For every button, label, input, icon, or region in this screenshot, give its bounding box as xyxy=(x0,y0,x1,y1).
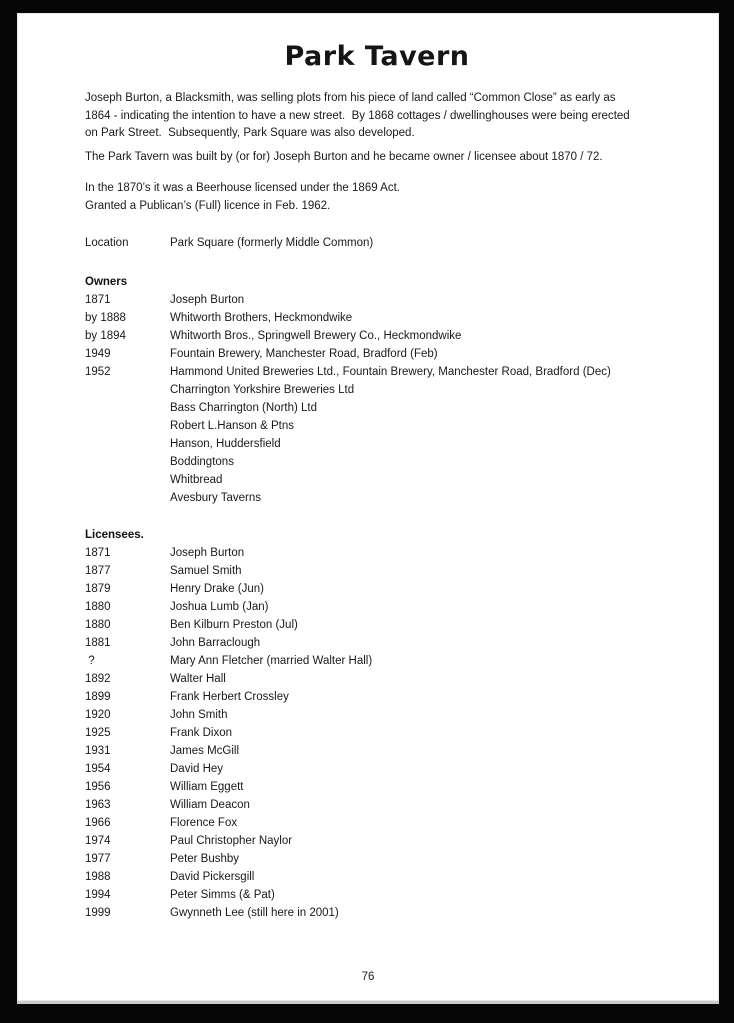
name-cell: John Barraclough xyxy=(170,636,261,649)
owners-table xyxy=(85,291,669,507)
document-page xyxy=(17,13,719,1004)
year-cell: 1952 xyxy=(85,365,111,378)
name-cell: Peter Simms (& Pat) xyxy=(170,888,275,901)
licence-paragraph xyxy=(85,180,669,215)
table-row xyxy=(85,544,669,562)
table-row xyxy=(85,598,669,616)
year-cell: 1880 xyxy=(85,600,111,613)
location-value: Park Square (formerly Middle Common) xyxy=(170,237,374,250)
year-cell: 1977 xyxy=(85,852,111,865)
table-row xyxy=(85,760,669,778)
year-cell: 1974 xyxy=(85,834,111,847)
table-row xyxy=(85,778,669,796)
table-row xyxy=(85,363,669,381)
year-cell xyxy=(85,453,170,471)
name-cell: Samuel Smith xyxy=(170,564,242,577)
year-cell: 1949 xyxy=(85,347,111,360)
licensees-heading: Licensees. xyxy=(85,528,144,541)
table-row xyxy=(85,652,669,670)
table-row xyxy=(85,471,669,489)
name-cell: Walter Hall xyxy=(170,672,226,685)
year-cell: by 1888 xyxy=(85,311,126,324)
table-row xyxy=(85,453,669,471)
year-cell: 1931 xyxy=(85,744,111,757)
year-cell: 1877 xyxy=(85,564,111,577)
intro-line: Joseph Burton, a Blacksmith, was selling plots from his piece of land called “Common Close” as early as xyxy=(85,92,616,105)
year-cell: 1871 xyxy=(85,293,111,306)
name-cell: William Eggett xyxy=(170,780,244,793)
name-cell: Fountain Brewery, Manchester Road, Bradford (Feb) xyxy=(170,347,438,360)
table-row xyxy=(85,616,669,634)
year-cell xyxy=(85,489,170,507)
table-row xyxy=(85,886,669,904)
name-cell: Henry Drake (Jun) xyxy=(170,582,264,595)
year-cell: by 1894 xyxy=(85,329,126,342)
name-cell: Whitworth Brothers, Heckmondwike xyxy=(170,311,353,324)
year-cell: 1880 xyxy=(85,618,111,631)
licensees-table xyxy=(85,544,669,922)
name-cell: Whitworth Bros., Springwell Brewery Co., Heckmondwike xyxy=(170,329,462,342)
year-cell xyxy=(85,381,170,399)
year-cell xyxy=(85,417,170,435)
year-cell: 1966 xyxy=(85,816,111,829)
intro-paragraph xyxy=(85,90,669,166)
beerhouse-line: In the 1870’s it was a Beerhouse licensed under the 1869 Act. xyxy=(85,182,400,195)
table-row xyxy=(85,562,669,580)
name-cell: Robert L.Hanson & Ptns xyxy=(170,419,295,432)
table-row xyxy=(85,796,669,814)
year-cell xyxy=(85,435,170,453)
page-title: Park Tavern xyxy=(284,41,470,72)
year-cell: 1881 xyxy=(85,636,111,649)
year-cell: 1871 xyxy=(85,546,111,559)
name-cell: Whitbread xyxy=(170,473,223,486)
name-cell: Frank Dixon xyxy=(170,726,232,739)
name-cell: Gwynneth Lee (still here in 2001) xyxy=(170,906,339,919)
year-cell: 1999 xyxy=(85,906,111,919)
year-cell: 1963 xyxy=(85,798,111,811)
year-cell: 1899 xyxy=(85,690,111,703)
year-cell: 1994 xyxy=(85,888,111,901)
table-row xyxy=(85,580,669,598)
year-cell: 1892 xyxy=(85,672,111,685)
table-row xyxy=(85,832,669,850)
table-row xyxy=(85,291,669,309)
name-cell: William Deacon xyxy=(170,798,250,811)
table-row xyxy=(85,417,669,435)
name-cell: Hanson, Huddersfield xyxy=(170,437,281,450)
table-row xyxy=(85,688,669,706)
name-cell: Paul Christopher Naylor xyxy=(170,834,293,847)
name-cell: Florence Fox xyxy=(170,816,238,829)
name-cell: Ben Kilburn Preston (Jul) xyxy=(170,618,298,631)
year-cell: ? xyxy=(85,654,95,667)
name-cell: Boddingtons xyxy=(170,455,234,468)
name-cell: David Hey xyxy=(170,762,224,775)
name-cell: Charrington Yorkshire Breweries Ltd xyxy=(170,383,355,396)
owners-heading: Owners xyxy=(85,275,128,288)
table-row xyxy=(85,309,669,327)
name-cell: Joshua Lumb (Jan) xyxy=(170,600,269,613)
table-row xyxy=(85,399,669,417)
table-row xyxy=(85,489,669,507)
year-cell: 1925 xyxy=(85,726,111,739)
table-row xyxy=(85,345,669,363)
name-cell: Frank Herbert Crossley xyxy=(170,690,289,703)
name-cell: Hammond United Breweries Ltd., Fountain Brewery, Manchester Road, Bradford (Dec) xyxy=(170,365,611,378)
name-cell: John Smith xyxy=(170,708,228,721)
table-row xyxy=(85,670,669,688)
name-cell: David Pickersgill xyxy=(170,870,255,883)
table-row xyxy=(85,634,669,652)
table-row xyxy=(85,381,669,399)
name-cell: Bass Charrington (North) Ltd xyxy=(170,401,318,414)
year-cell: 1920 xyxy=(85,708,111,721)
built-by-paragraph: The Park Tavern was built by (or for) Joseph Burton and he became owner / licensee about 1870 / 72. xyxy=(85,150,603,163)
intro-line: on Park Street. Subsequently, Park Square was also developed. xyxy=(85,127,415,140)
name-cell: Mary Ann Fletcher (married Walter Hall) xyxy=(170,654,373,667)
intro-line: 1864 - indicating the intention to have a new street. By 1868 cottages / dwellinghouses were being erected xyxy=(85,109,630,122)
name-cell: Avesbury Taverns xyxy=(170,491,261,504)
table-row xyxy=(85,327,669,345)
table-row xyxy=(85,435,669,453)
name-cell: Joseph Burton xyxy=(170,546,245,559)
year-cell xyxy=(85,471,170,489)
year-cell xyxy=(85,399,170,417)
location-row xyxy=(85,235,669,253)
publican-licence-line: Granted a Publican’s (Full) licence in Feb. 1962. xyxy=(85,199,331,212)
page-number: 76 xyxy=(361,971,375,983)
table-row xyxy=(85,742,669,760)
name-cell: James McGill xyxy=(170,744,240,757)
location-label: Location xyxy=(85,237,129,250)
year-cell: 1954 xyxy=(85,762,111,775)
year-cell: 1988 xyxy=(85,870,111,883)
table-row xyxy=(85,724,669,742)
year-cell: 1879 xyxy=(85,582,111,595)
table-row xyxy=(85,814,669,832)
name-cell: Joseph Burton xyxy=(170,293,245,306)
table-row xyxy=(85,904,669,922)
year-cell: 1956 xyxy=(85,780,111,793)
name-cell: Peter Bushby xyxy=(170,852,240,865)
table-row xyxy=(85,850,669,868)
table-row xyxy=(85,868,669,886)
table-row xyxy=(85,706,669,724)
